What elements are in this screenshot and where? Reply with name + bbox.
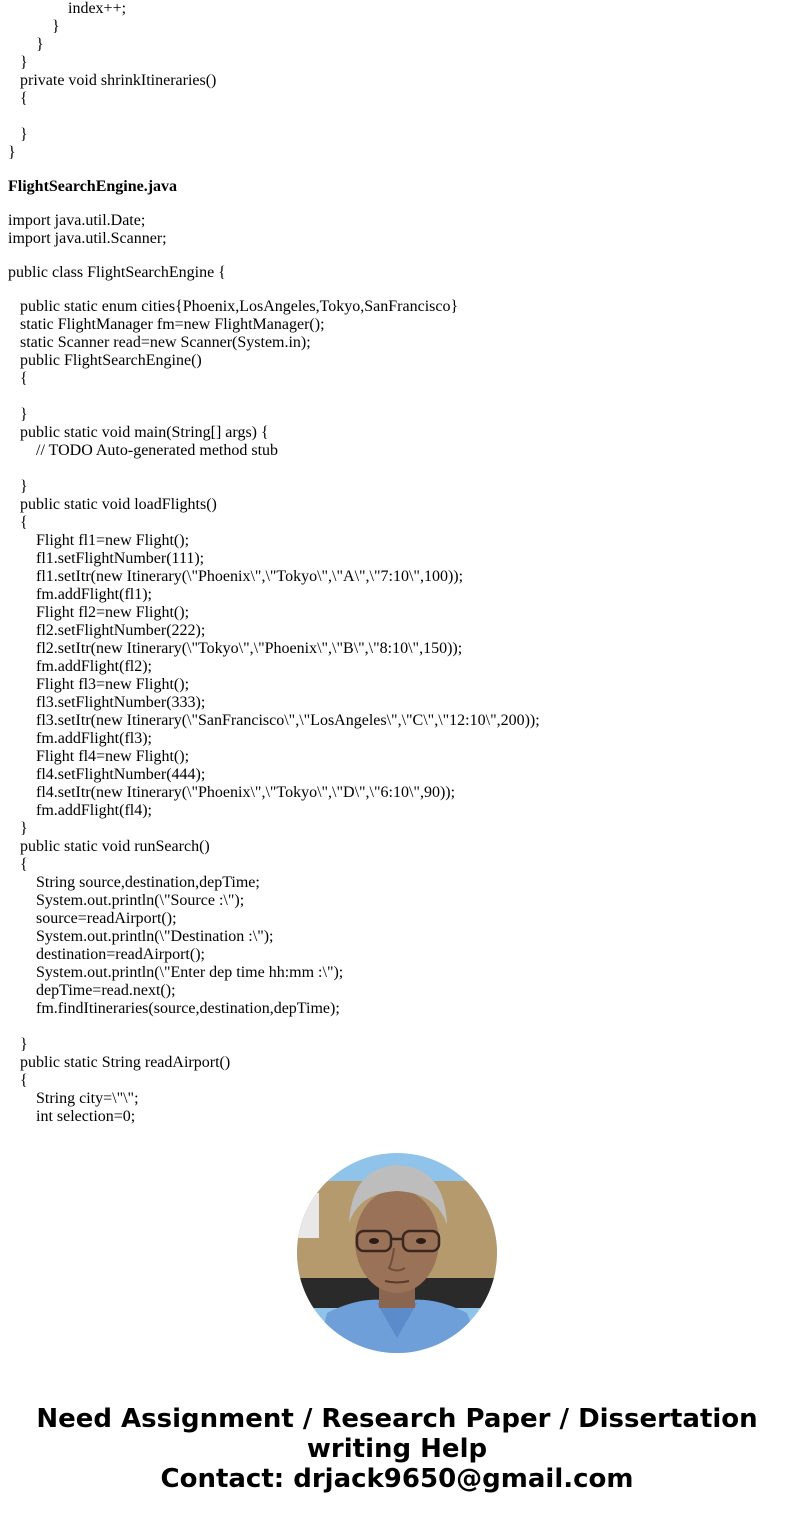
code-line: {: [8, 90, 28, 107]
code-line: Flight fl2=new Flight();: [8, 604, 190, 621]
class-body: [8, 298, 788, 1126]
code-line: Flight fl1=new Flight();: [8, 532, 190, 549]
banner-contact-email: Contact: drjack9650@gmail.com: [160, 1464, 634, 1494]
file-heading: FlightSearchEngine.java: [8, 178, 178, 195]
code-line: fm.findItineraries(source,destination,depTime);: [8, 1000, 340, 1017]
code-line: }: [8, 36, 44, 53]
code-line: fl4.setItr(new Itinerary(\"Phoenix\",\"Tokyo\",\"D\",\"6:10\",90));: [8, 784, 456, 801]
contact-banner: [0, 1404, 794, 1494]
person-avatar-icon: [297, 1153, 497, 1353]
code-line: Flight fl3=new Flight();: [8, 676, 190, 693]
code-document: [8, 0, 788, 1142]
code-line: [8, 460, 788, 478]
code-line: }: [8, 820, 28, 837]
code-line: destination=readAirport();: [8, 946, 205, 963]
banner-line-1: Need Assignment / Research Paper / Dissertation: [36, 1404, 758, 1434]
code-line: fl1.setFlightNumber(111);: [8, 550, 205, 567]
code-line: import java.util.Scanner;: [8, 230, 167, 247]
code-line: fl3.setItr(new Itinerary(\"SanFrancisco\",\"LosAngeles\",\"C\",\"12:10\",200));: [8, 712, 540, 729]
code-line: String source,destination,depTime;: [8, 874, 260, 891]
code-line: fl1.setItr(new Itinerary(\"Phoenix\",\"Tokyo\",\"A\",\"7:10\",100));: [8, 568, 464, 585]
author-photo: [297, 1153, 497, 1353]
code-line: {: [8, 514, 28, 531]
code-line: }: [8, 406, 28, 423]
code-line: fm.addFlight(fl2);: [8, 658, 152, 675]
class-declaration: [8, 264, 788, 282]
code-block: [8, 0, 788, 162]
code-line: }: [8, 144, 16, 161]
code-line: fm.addFlight(fl1);: [8, 586, 152, 603]
code-line: }: [8, 18, 60, 35]
code-line: depTime=read.next();: [8, 982, 176, 999]
code-line: fl2.setFlightNumber(222);: [8, 622, 206, 639]
code-line: {: [8, 1072, 28, 1089]
code-line: static FlightManager fm=new FlightManager();: [8, 316, 325, 333]
code-line: }: [8, 478, 28, 495]
code-line: {: [8, 856, 28, 873]
code-line: [8, 108, 788, 126]
banner-line-2: writing Help: [306, 1434, 488, 1464]
code-line: }: [8, 126, 28, 143]
code-line: }: [8, 1036, 28, 1053]
code-line: public static enum cities{Phoenix,LosAngeles,Tokyo,SanFrancisco}: [8, 298, 459, 315]
code-line: static Scanner read=new Scanner(System.in);: [8, 334, 311, 351]
code-line: // TODO Auto-generated method stub: [8, 442, 279, 459]
code-line: public static void runSearch(): [8, 838, 210, 855]
code-line: public static String readAirport(): [8, 1054, 231, 1071]
code-line: fm.addFlight(fl3);: [8, 730, 152, 747]
code-line: System.out.println(\"Enter dep time hh:mm :\");: [8, 964, 344, 981]
code-line: public class FlightSearchEngine {: [8, 264, 226, 281]
code-line: private void shrinkItineraries(): [8, 72, 217, 89]
code-line: fl3.setFlightNumber(333);: [8, 694, 206, 711]
code-line: public static void main(String[] args) {: [8, 424, 269, 441]
code-line: public static void loadFlights(): [8, 496, 217, 513]
code-line: String city=\"\";: [8, 1090, 139, 1107]
code-line: }: [8, 54, 28, 71]
code-line: public FlightSearchEngine(): [8, 352, 202, 369]
code-line: index++;: [8, 0, 127, 17]
code-line: source=readAirport();: [8, 910, 177, 927]
code-line: System.out.println(\"Source :\");: [8, 892, 245, 909]
code-line: int selection=0;: [8, 1108, 136, 1125]
code-line: System.out.println(\"Destination :\");: [8, 928, 274, 945]
code-line: import java.util.Date;: [8, 212, 146, 229]
code-line: Flight fl4=new Flight();: [8, 748, 190, 765]
code-line: fl4.setFlightNumber(444);: [8, 766, 206, 783]
code-line: fm.addFlight(fl4);: [8, 802, 152, 819]
imports-block: [8, 212, 788, 248]
code-line: {: [8, 370, 28, 387]
code-line: fl2.setItr(new Itinerary(\"Tokyo\",\"Phoenix\",\"B\",\"8:10\",150));: [8, 640, 463, 657]
code-line: [8, 1018, 788, 1036]
code-line: [8, 388, 788, 406]
